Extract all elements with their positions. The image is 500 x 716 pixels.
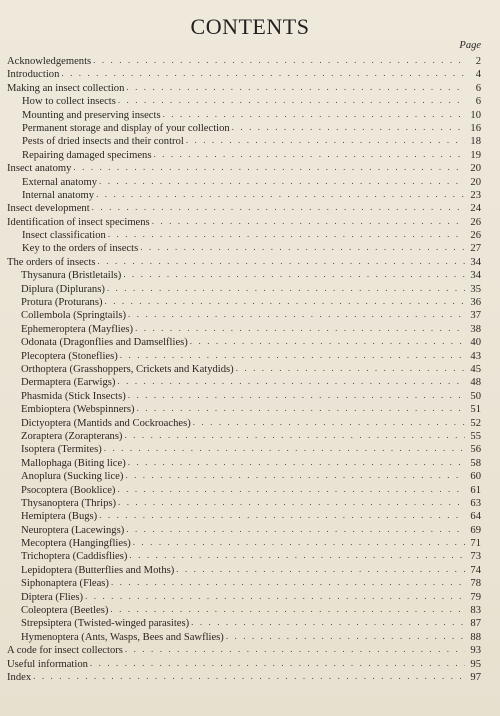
toc-entry <box>7 470 481 483</box>
dot-leader <box>99 509 465 522</box>
toc-entry-label: Plecoptera (Stoneflies) <box>21 350 118 362</box>
toc-entry-page-number: 56 <box>470 444 481 456</box>
toc-entry-label: Ephemeroptera (Mayflies) <box>21 323 134 335</box>
toc-entry-page-number: 23 <box>470 189 481 201</box>
toc-entry <box>7 430 481 443</box>
toc-entry-page-number: 88 <box>470 631 481 643</box>
dot-leader <box>105 295 466 308</box>
toc-entry-label: Lepidoptera (Butterflies and Moths) <box>21 564 175 576</box>
toc-entry-page-number: 83 <box>470 605 481 617</box>
toc-entry <box>7 390 481 403</box>
table-of-contents <box>7 55 481 684</box>
toc-entry-page-number: 19 <box>470 149 481 161</box>
toc-entry <box>7 443 481 456</box>
toc-entry <box>7 363 481 376</box>
toc-entry-label: Hemiptera (Bugs) <box>21 511 98 523</box>
toc-entry <box>7 671 481 684</box>
dot-leader <box>118 496 465 509</box>
toc-entry-page-number: 20 <box>470 176 481 188</box>
toc-entry <box>7 202 481 215</box>
toc-entry-label: Strepsiptera (Twisted-winged parasites) <box>21 618 190 630</box>
toc-entry <box>7 457 481 470</box>
dot-leader <box>193 416 465 429</box>
dot-leader <box>98 255 465 268</box>
toc-entry <box>7 176 481 189</box>
toc-entry-page-number: 69 <box>470 524 481 536</box>
toc-entry-label: Insect classification <box>22 230 106 242</box>
toc-entry-page-number: 34 <box>470 256 481 268</box>
dot-leader <box>108 228 465 241</box>
toc-entry-label: Identification of insect specimens <box>7 216 150 228</box>
dot-leader <box>124 429 465 442</box>
toc-entry-label: Key to the orders of insects <box>22 243 139 255</box>
toc-entry <box>7 537 481 550</box>
toc-entry <box>7 403 481 416</box>
toc-entry <box>7 82 481 95</box>
toc-entry-page-number: 18 <box>470 136 481 148</box>
toc-entry <box>7 497 481 510</box>
toc-entry-label: External anatomy <box>22 176 98 188</box>
toc-entry-page-number: 78 <box>470 578 481 590</box>
dot-leader <box>111 576 465 589</box>
toc-entry-page-number: 50 <box>470 390 481 402</box>
toc-entry-label: Phasmida (Stick Insects) <box>21 390 126 402</box>
toc-entry <box>7 336 481 349</box>
toc-entry <box>7 95 481 108</box>
dot-leader <box>73 161 465 174</box>
dot-leader <box>126 523 465 536</box>
toc-entry-page-number: 74 <box>470 564 481 576</box>
toc-entry-page-number: 60 <box>470 471 481 483</box>
toc-entry-page-number: 20 <box>470 163 481 175</box>
dot-leader <box>128 456 465 469</box>
toc-entry-page-number: 6 <box>475 96 481 108</box>
toc-entry-page-number: 43 <box>470 350 481 362</box>
toc-entry-label: A code for insect collectors <box>7 645 123 657</box>
dot-leader <box>99 175 465 188</box>
dot-leader <box>96 188 465 201</box>
toc-entry-page-number: 16 <box>470 122 481 134</box>
toc-entry <box>7 550 481 563</box>
dot-leader <box>186 134 465 147</box>
toc-entry-label: Coleoptera (Beetles) <box>21 605 109 617</box>
toc-entry <box>7 376 481 389</box>
toc-entry-label: Internal anatomy <box>22 189 95 201</box>
toc-entry-page-number: 35 <box>470 283 481 295</box>
dot-leader <box>128 389 465 402</box>
toc-entry-page-number: 10 <box>470 109 481 121</box>
toc-entry <box>7 617 481 630</box>
toc-entry-page-number: 37 <box>470 310 481 322</box>
toc-entry-label: Dermaptera (Earwigs) <box>21 377 116 389</box>
toc-entry <box>7 135 481 148</box>
toc-entry <box>7 604 481 617</box>
toc-entry-page-number: 61 <box>470 484 481 496</box>
toc-entry <box>7 68 481 81</box>
toc-entry-label: Insect development <box>7 203 90 215</box>
toc-entry-label: Mecoptera (Hangingflies) <box>21 538 131 550</box>
dot-leader <box>61 67 465 80</box>
dot-leader <box>117 375 465 388</box>
toc-entry-label: Odonata (Dragonflies and Damselflies) <box>21 337 188 349</box>
toc-entry <box>7 256 481 269</box>
toc-entry <box>7 122 481 135</box>
dot-leader <box>93 54 465 67</box>
toc-entry <box>7 524 481 537</box>
toc-entry <box>7 55 481 68</box>
dot-leader <box>152 215 465 228</box>
toc-entry-page-number: 34 <box>470 270 481 282</box>
toc-entry-page-number: 87 <box>470 618 481 630</box>
toc-entry <box>7 323 481 336</box>
toc-entry <box>7 658 481 671</box>
dot-leader <box>137 402 465 415</box>
toc-entry-label: Mounting and preserving insects <box>22 109 161 121</box>
dot-leader <box>190 335 465 348</box>
toc-entry-page-number: 79 <box>470 591 481 603</box>
page-column-label: Page <box>459 40 481 51</box>
toc-entry-page-number: 73 <box>470 551 481 563</box>
dot-leader <box>85 590 465 603</box>
toc-entry-label: Permanent storage and display of your collection <box>22 122 230 134</box>
toc-entry <box>7 229 481 242</box>
toc-entry-page-number: 36 <box>470 297 481 309</box>
dot-leader <box>226 630 465 643</box>
toc-entry-page-number: 38 <box>470 323 481 335</box>
toc-entry <box>7 309 481 322</box>
toc-entry <box>7 269 481 282</box>
dot-leader <box>118 94 465 107</box>
toc-entry <box>7 484 481 497</box>
toc-entry-page-number: 2 <box>475 56 481 67</box>
toc-entry <box>7 216 481 229</box>
dot-leader <box>125 469 465 482</box>
dot-leader <box>110 603 465 616</box>
toc-entry-page-number: 97 <box>470 671 481 683</box>
toc-entry <box>7 577 481 590</box>
toc-entry-label: Repairing damaged specimens <box>22 149 152 161</box>
dot-leader <box>191 616 465 629</box>
toc-entry-label: How to collect insects <box>22 96 116 108</box>
dot-leader <box>123 268 465 281</box>
toc-entry <box>7 162 481 175</box>
dot-leader <box>176 563 465 576</box>
toc-entry-page-number: 55 <box>470 430 481 442</box>
dot-leader <box>107 282 465 295</box>
toc-entry-page-number: 4 <box>475 69 481 81</box>
toc-entry-label: Collembola (Springtails) <box>21 310 127 322</box>
toc-entry-page-number: 27 <box>470 243 481 255</box>
dot-leader <box>126 81 465 94</box>
toc-entry-label: Introduction <box>7 69 60 81</box>
toc-entry-page-number: 52 <box>470 417 481 429</box>
dot-leader <box>104 442 465 455</box>
toc-entry-page-number: 6 <box>475 82 481 94</box>
toc-entry-label: Dictyoptera (Mantids and Cockroaches) <box>21 417 191 429</box>
toc-entry <box>7 644 481 657</box>
toc-entry-page-number: 63 <box>470 497 481 509</box>
toc-entry-label: Zoraptera (Zorapterans) <box>21 430 123 442</box>
toc-entry-page-number: 93 <box>470 645 481 657</box>
toc-entry <box>7 631 481 644</box>
toc-entry-label: Orthoptera (Grasshoppers, Crickets and Katydids) <box>21 363 234 375</box>
toc-entry-page-number: 48 <box>470 377 481 389</box>
toc-entry-label: Diplura (Diplurans) <box>21 283 105 295</box>
dot-leader <box>92 201 465 214</box>
toc-entry-label: Protura (Proturans) <box>21 297 103 309</box>
toc-entry-label: Mallophaga (Biting lice) <box>21 457 126 469</box>
toc-entry-label: Thysanura (Bristletails) <box>21 270 122 282</box>
toc-entry-page-number: 64 <box>470 511 481 523</box>
toc-entry-label: Acknowledgements <box>7 56 92 67</box>
toc-entry <box>7 564 481 577</box>
dot-leader <box>120 349 465 362</box>
dot-leader <box>33 670 465 683</box>
toc-entry <box>7 109 481 122</box>
dot-leader <box>117 483 465 496</box>
dot-leader <box>125 643 465 656</box>
toc-entry-label: Hymenoptera (Ants, Wasps, Bees and Sawflies) <box>21 631 224 643</box>
toc-entry-page-number: 45 <box>470 363 481 375</box>
toc-entry-page-number: 40 <box>470 337 481 349</box>
toc-entry-label: Useful information <box>7 658 88 670</box>
toc-entry-page-number: 26 <box>470 230 481 242</box>
toc-entry-label: Trichoptera (Caddisflies) <box>21 551 128 563</box>
toc-entry <box>7 510 481 523</box>
dot-leader <box>135 322 465 335</box>
toc-entry <box>7 149 481 162</box>
toc-entry-label: Diptera (Flies) <box>21 591 84 603</box>
toc-entry <box>7 283 481 296</box>
toc-entry-label: The orders of insects <box>7 256 96 268</box>
dot-leader <box>236 362 465 375</box>
toc-entry <box>7 189 481 202</box>
toc-entry-page-number: 51 <box>470 404 481 416</box>
dot-leader <box>133 536 465 549</box>
toc-entry-label: Isoptera (Termites) <box>21 444 102 456</box>
page-title: CONTENTS <box>190 14 310 39</box>
dot-leader <box>129 549 465 562</box>
toc-entry <box>7 417 481 430</box>
toc-entry-page-number: 24 <box>470 203 481 215</box>
dot-leader <box>232 121 465 134</box>
toc-entry-label: Making an insect collection <box>7 82 125 94</box>
dot-leader <box>128 308 465 321</box>
dot-leader <box>90 657 465 670</box>
toc-entry-page-number: 95 <box>470 658 481 670</box>
toc-entry-label: Psocoptera (Booklice) <box>21 484 116 496</box>
toc-entry <box>7 350 481 363</box>
toc-entry-label: Thysanoptera (Thrips) <box>21 497 117 509</box>
dot-leader <box>140 241 465 254</box>
toc-entry-label: Pests of dried insects and their control <box>22 136 184 148</box>
toc-entry-label: Index <box>7 671 32 683</box>
toc-entry-page-number: 58 <box>470 457 481 469</box>
toc-entry <box>7 591 481 604</box>
toc-entry-page-number: 71 <box>470 538 481 550</box>
toc-entry-label: Anoplura (Sucking lice) <box>21 471 124 483</box>
toc-entry <box>7 242 481 255</box>
toc-entry-label: Siphonaptera (Fleas) <box>21 578 109 590</box>
toc-entry-label: Neuroptera (Lacewings) <box>21 524 125 536</box>
toc-entry <box>7 296 481 309</box>
dot-leader <box>153 148 465 161</box>
toc-entry-label: Embioptera (Webspinners) <box>21 404 135 416</box>
toc-entry-label: Insect anatomy <box>7 163 72 175</box>
toc-entry-page-number: 26 <box>470 216 481 228</box>
dot-leader <box>163 108 465 121</box>
